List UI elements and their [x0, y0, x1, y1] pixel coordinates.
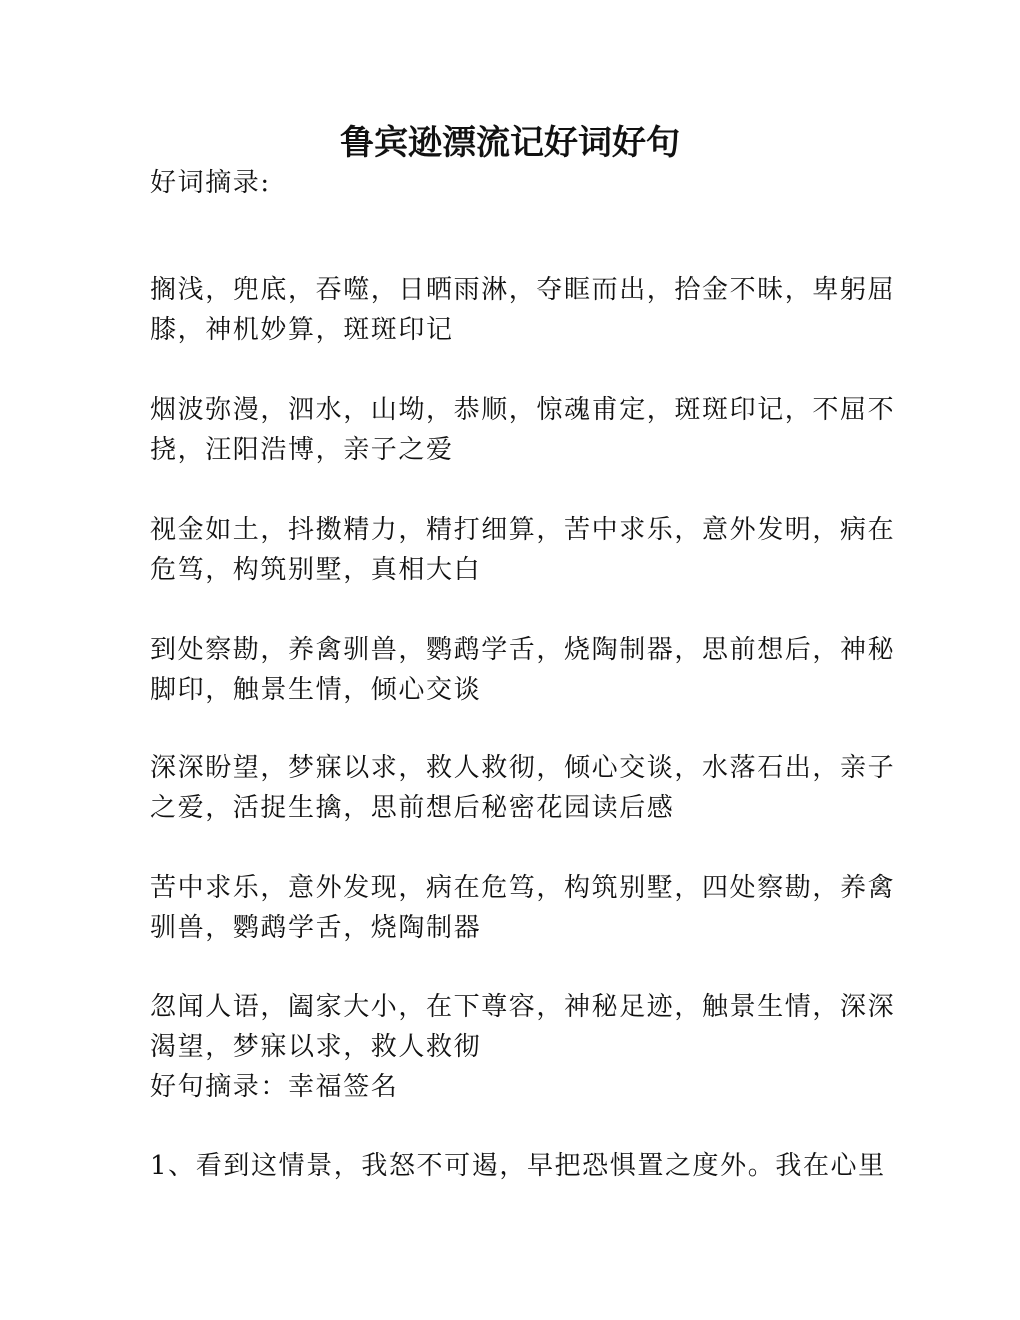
paragraph-line: 烟波弥漫，泗水，山坳，恭顺，惊魂甫定，斑斑印记，不屈不: [150, 395, 896, 425]
paragraph-line: 到处察勘，养禽驯兽，鹦鹉学舌，烧陶制器，思前想后，神秘: [150, 635, 896, 665]
paragraph-line: 渴望，梦寐以求，救人救彻: [150, 1032, 482, 1062]
paragraph-line: 之爱，活捉生擒，思前想后秘密花园读后感: [150, 793, 675, 823]
paragraph-line: 膝，神机妙算，斑斑印记: [150, 315, 454, 345]
sentence-1: 1、看到这情景，我怒不可遏，早把恐惧置之度外。我在心里: [150, 1151, 886, 1181]
paragraph-line: 驯兽，鹦鹉学舌，烧陶制器: [150, 913, 482, 943]
words-heading: 好词摘录:: [150, 168, 271, 198]
paragraph-line: 脚印，触景生情，倾心交谈: [150, 675, 482, 705]
paragraph-line: 苦中求乐，意外发现，病在危笃，构筑别墅，四处察勘，养禽: [150, 873, 896, 903]
paragraph-line: 视金如土，抖擞精力，精打细算，苦中求乐，意外发明，病在: [150, 515, 896, 545]
paragraph-line: 危笃，构筑别墅，真相大白: [150, 555, 482, 585]
paragraph-line: 搁浅，兜底，吞噬，日晒雨淋，夺眶而出，拾金不昧，卑躬屈: [150, 275, 896, 305]
document-title: 鲁宾逊漂流记好词好句: [340, 123, 680, 163]
paragraph-line: 挠，汪阳浩博，亲子之爱: [150, 435, 454, 465]
sentences-heading: 好句摘录：幸福签名: [150, 1072, 399, 1102]
paragraph-line: 忽闻人语，阖家大小，在下尊容，神秘足迹，触景生情，深深: [150, 992, 896, 1022]
paragraph-line: 深深盼望，梦寐以求，救人救彻，倾心交谈，水落石出，亲子: [150, 753, 896, 783]
